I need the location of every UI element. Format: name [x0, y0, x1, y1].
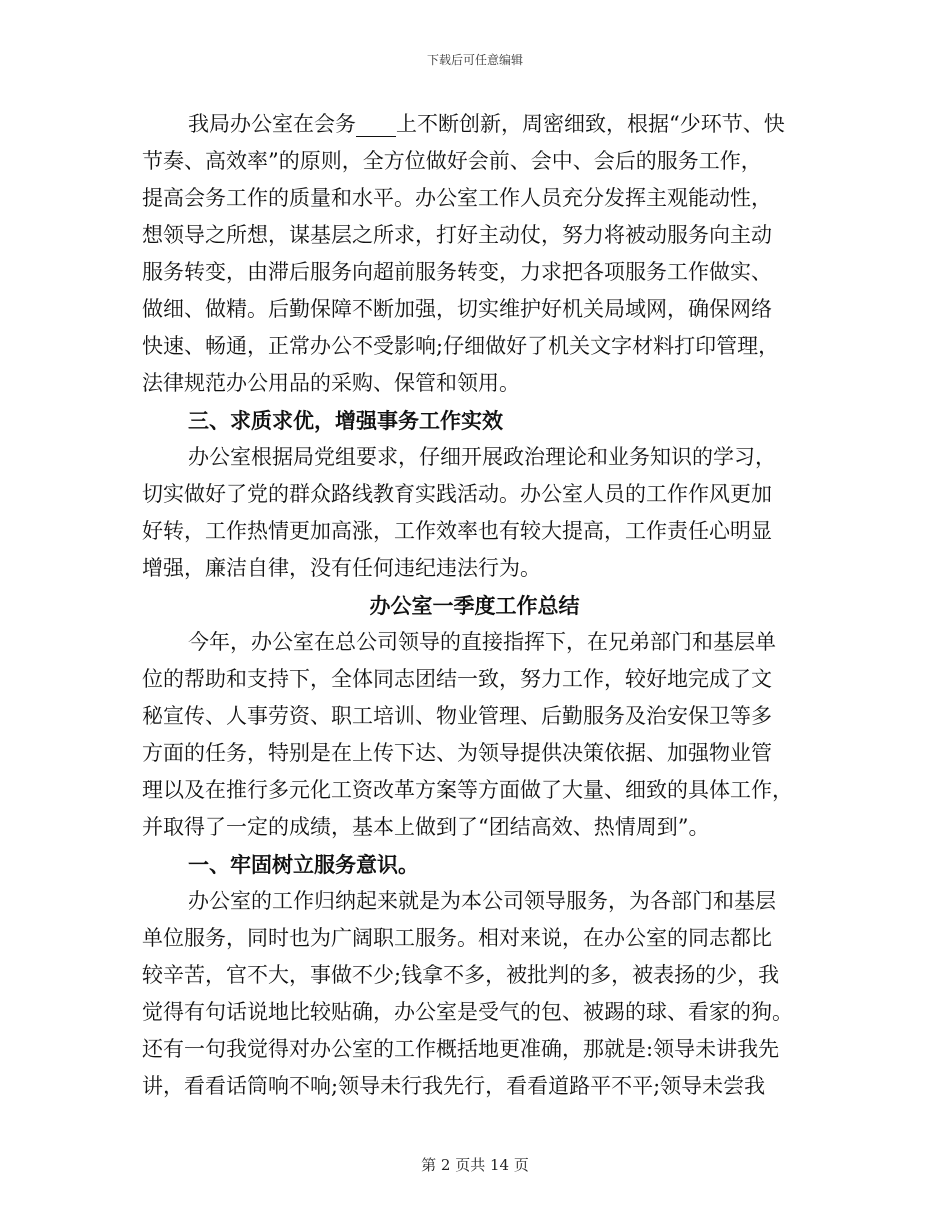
- paragraph-line-25: 觉得有句话说地比较贴确，办公室是受气的包、被踢的球、看家的狗。: [142, 1000, 793, 1024]
- paragraph-line-5: 服务转变，由滞后服务向超前服务转变，力求把各项服务工作做实、: [142, 260, 772, 284]
- paragraph-line-27: 讲，看看话筒响不响;领导未行我先行，看看道路平不平;领导未尝我: [142, 1074, 766, 1098]
- paragraph-line-8: 法律规范办公用品的采购、保管和领用。: [142, 371, 520, 395]
- paragraph-line-11: 切实做好了党的群众路线教育实践活动。办公室人员的工作作风更加: [142, 482, 772, 506]
- paragraph-line-13: 增强，廉洁自律，没有任何违纪违法行为。: [142, 556, 541, 580]
- paragraph-line-20: 并取得了一定的成绩，基本上做到了“团结高效、热情周到”。: [142, 815, 710, 839]
- fill-in-blank: [356, 114, 396, 137]
- paragraph-line-15: 今年，办公室在总公司领导的直接指挥下，在兄弟部门和基层单: [188, 630, 776, 654]
- paragraph-line-18: 方面的任务，特别是在上传下达、为领导提供决策依据、加强物业管: [142, 741, 772, 765]
- paragraph-line-10: 办公室根据局党组要求，仔细开展政治理论和业务知识的学习，: [188, 445, 776, 469]
- document-title: 办公室一季度工作总结: [369, 593, 580, 618]
- paragraph-line-4: 想领导之所想，谋基层之所求，打好主动仗，努力将被动服务向主动: [142, 223, 772, 247]
- section-heading-1: 一、牢固树立服务意识。: [188, 852, 419, 877]
- paragraph-line-24: 较辛苦，官不大，事做不少;钱拿不多，被批判的多，被表扬的少，我: [142, 963, 780, 987]
- paragraph-line-1: [142, 106, 807, 143]
- paragraph-line-16: 位的帮助和支持下，全体同志团结一致，努力工作，较好地完成了文: [142, 667, 772, 691]
- paragraph-line-6: 做细、做精。后勤保障不断加强，切实维护好机关局域网，确保网络: [142, 297, 772, 321]
- page-header: 下载后可任意编辑: [426, 53, 523, 67]
- document-body: [142, 106, 807, 1105]
- paragraph-line-2: 节奏、高效率”的原则，全方位做好会前、会中、会后的服务工作，: [142, 149, 762, 173]
- paragraph-line-23: 单位服务，同时也为广阔职工服务。相对来说，在办公室的同志都比: [142, 926, 772, 950]
- section-heading-3: 三、求质求优，增强事务工作实效: [188, 408, 503, 433]
- page-footer: 第 2 页共 14 页: [421, 1156, 529, 1174]
- paragraph-line-7: 快速、畅通，正常办公不受影响;仔细做好了机关文字材料打印管理，: [142, 334, 780, 358]
- line-1-after-blank: 上不断创新，周密细致，根据“少环节、快: [396, 112, 785, 136]
- paragraph-line-17: 秘宣传、人事劳资、职工培训、物业管理、后勤服务及治安保卫等多: [142, 704, 772, 728]
- paragraph-line-22: 办公室的工作归纳起来就是为本公司领导服务，为各部门和基层: [188, 889, 776, 913]
- paragraph-line-19: 理以及在推行多元化工资改革方案等方面做了大量、细致的具体工作，: [142, 778, 793, 802]
- paragraph-line-3: 提高会务工作的质量和水平。办公室工作人员充分发挥主观能动性，: [142, 186, 772, 210]
- paragraph-line-12: 好转，工作热情更加高涨，工作效率也有较大提高，工作责任心明显: [142, 519, 772, 543]
- paragraph-line-26: 还有一句我觉得对办公室的工作概括地更准确，那就是:领导未讲我先: [142, 1037, 780, 1061]
- line-1-before-blank: 我局办公室在会务: [188, 112, 356, 136]
